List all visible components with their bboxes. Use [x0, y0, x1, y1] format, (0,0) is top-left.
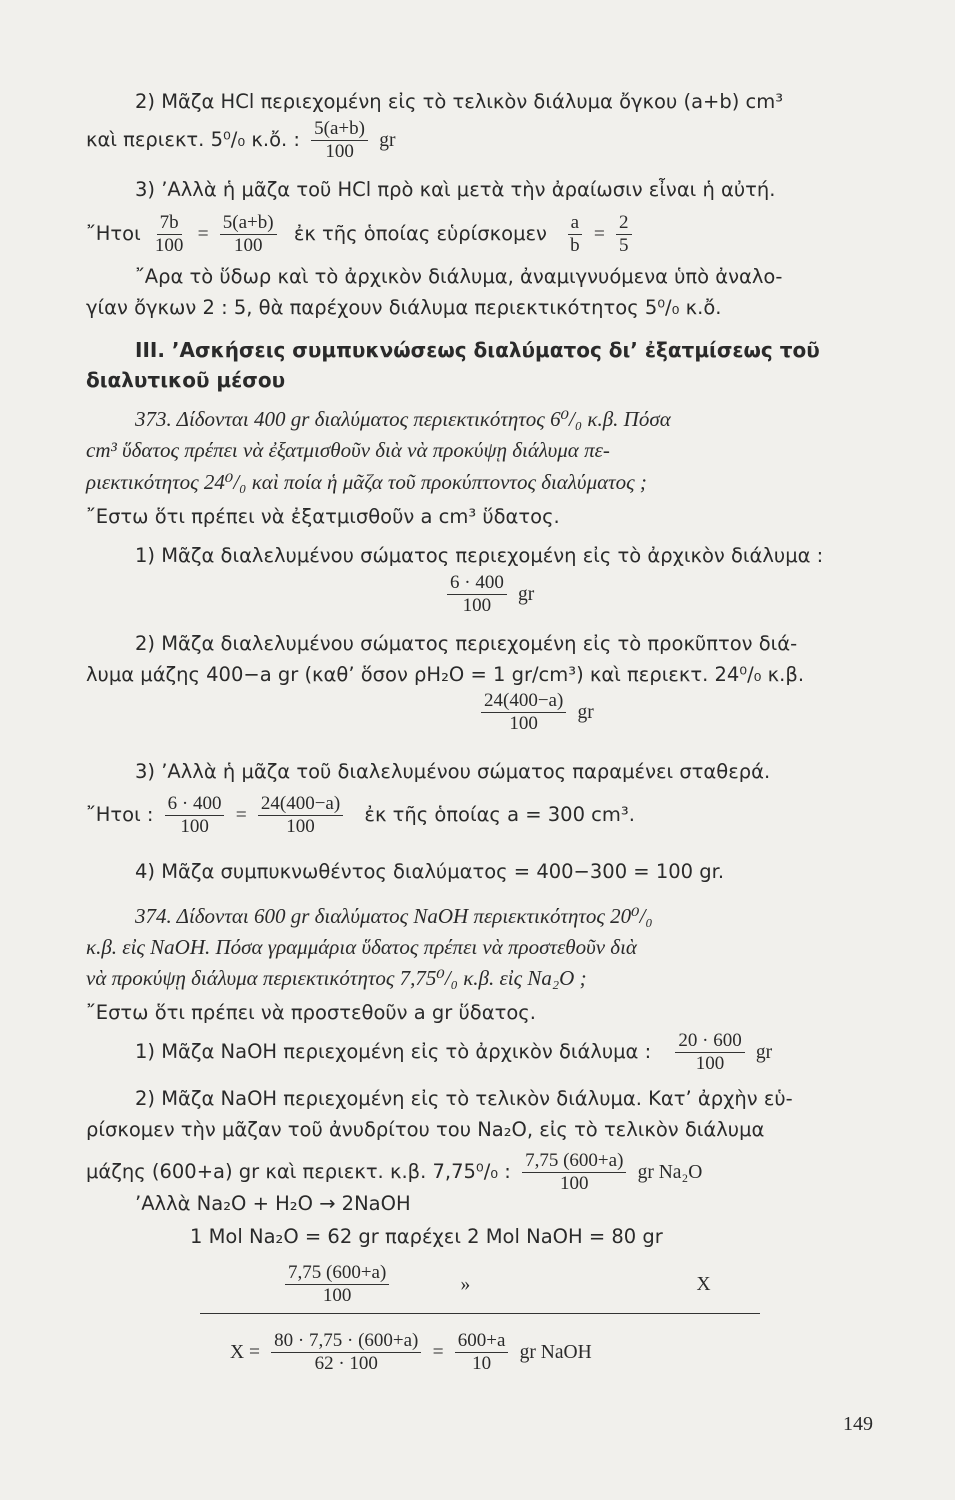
fraction: [311, 118, 368, 163]
equation-line: [0, 1330, 955, 1375]
fraction: [447, 572, 507, 617]
text-line: 3) ’Αλλὰ ἡ μᾶζα τοῦ διαλελυμένου σώματος παραμένει σταθερά.: [135, 760, 771, 783]
unit: gr: [518, 584, 535, 605]
numerator: 5(a+b): [220, 212, 277, 235]
text-line: 3) ’Αλλὰ ἡ μᾶζα τοῦ HCl πρὸ καὶ μετὰ τὴν ἀραίωσιν εἶναι ἡ αὐτή.: [135, 178, 776, 201]
fraction: [285, 1262, 389, 1307]
equation-line: [0, 793, 955, 838]
numerator: 6 · 400: [447, 572, 507, 595]
fraction-line: [0, 690, 955, 735]
text-line: λυμα μάζης 400−a gr (καθ’ ὅσον ρH₂O = 1 gr/cm³) καὶ περιεκτ. 24⁰/₀ κ.β.: [86, 663, 805, 686]
numerator: 24(400−a): [481, 690, 566, 713]
numerator: 5(a+b): [311, 118, 368, 141]
reaction-line: ’Αλλὰ Na₂O + H₂O → 2NaOH: [135, 1192, 411, 1215]
numerator: 6 · 400: [165, 793, 225, 816]
denominator: 100: [462, 595, 492, 616]
section-heading-cont: διαλυτικοῦ μέσου: [86, 368, 286, 392]
equals-sign: =: [593, 224, 605, 245]
numerator: 7,75 (600+a): [285, 1262, 389, 1285]
text-line-fraction: [0, 1030, 955, 1075]
fraction: [165, 793, 225, 838]
fraction: [481, 690, 566, 735]
text-line: 2) Μᾶζα διαλελυμένου σώματος περιεχομένη εἰς τὸ προκῦπτον διά-: [135, 632, 798, 655]
denominator: 100: [560, 1173, 589, 1194]
fraction: [616, 212, 632, 257]
equals-sign: =: [235, 805, 247, 826]
numerator: 80 · 7,75 · (600+a): [271, 1330, 421, 1353]
denominator: 100: [322, 1285, 352, 1306]
fraction: [258, 793, 343, 838]
text-line: ῎Αρα τὸ ὕδωρ καὶ τὸ ἀρχικὸν διάλυμα, ἀναμιγνυόμενα ὑπὸ ἀναλο-: [135, 265, 783, 288]
section-heading: III. ’Ασκήσεις συμπυκνώσεως διαλύματος δι’ ἐξατμίσεως τοῦ: [135, 338, 820, 362]
text-line: 4) Μᾶζα συμπυκνωθέντος διαλύματος = 400−300 = 100 gr.: [135, 860, 725, 883]
problem-text: κ.β. εἰς NaOH. Πόσα γραμμάρια ὕδατος πρέπει νὰ προστεθοῦν διὰ: [86, 935, 637, 959]
numerator: 7b: [157, 212, 182, 235]
denominator: 62 · 100: [314, 1353, 378, 1374]
numerator: 7,75 (600+a): [522, 1150, 626, 1173]
text-line: ρίσκομεν τὴν μᾶζαν τοῦ ἀνυδρίτου του Na₂O, εἰς τὸ τελικὸν διάλυμα: [86, 1118, 765, 1141]
text-line: ῎Εστω ὅτι πρέπει νὰ προστεθοῦν a gr ὕδατος.: [86, 1001, 536, 1024]
denominator: 100: [509, 713, 538, 734]
denominator: 100: [154, 235, 184, 256]
fraction: [152, 212, 187, 257]
text-line: 1) Μᾶζα διαλελυμένου σώματος περιεχομένη εἰς τὸ ἀρχικὸν διάλυμα :: [135, 544, 824, 567]
text-line: 2) Μᾶζα HCl περιεχομένη εἰς τὸ τελικὸν διάλυμα ὄγκου (a+b) cm³: [135, 90, 784, 113]
equals-sign: =: [432, 1342, 444, 1363]
denominator: 100: [325, 141, 354, 162]
text-line: 2) Μᾶζα NaOH περιεχομένη εἰς τὸ τελικὸν διάλυμα. Κατ’ ἀρχὴν εὑ-: [135, 1087, 793, 1110]
equation-line: [0, 212, 955, 257]
text-line: ῎Εστω ὅτι πρέπει νὰ ἐξατμισθοῦν a cm³ ὕδατος.: [86, 505, 560, 528]
text: ἐκ τῆς ὁποίας εὑρίσκομεν: [293, 222, 547, 245]
fraction: [455, 1330, 509, 1375]
numerator: 2: [616, 212, 632, 235]
unit: gr Na₂O: [637, 1162, 703, 1183]
equals-sign: =: [197, 224, 209, 245]
text-line: 1 Mol Na₂O = 62 gr παρέχει 2 Mol NaOH = 80 gr: [190, 1225, 663, 1248]
denominator: 10: [472, 1353, 492, 1374]
page-number: 149: [843, 1413, 873, 1435]
denominator: 100: [695, 1053, 725, 1074]
text: 1) Μᾶζα NaOH περιεχομένη εἰς τὸ ἀρχικὸν διάλυμα :: [135, 1040, 652, 1063]
unit: gr: [577, 702, 594, 723]
numerator: 20 · 600: [675, 1030, 744, 1053]
text: καὶ περιεκτ. 5⁰/₀ κ.ὄ. :: [86, 128, 300, 151]
text: ῎Ητοι: [86, 222, 141, 245]
fraction: [522, 1150, 626, 1195]
text: X =: [230, 1342, 260, 1363]
numerator: 600+a: [455, 1330, 509, 1353]
fraction: [675, 1030, 744, 1075]
text: μάζης (600+a) gr καὶ περιεκτ. κ.β. 7,75⁰/₀ :: [86, 1160, 511, 1183]
unit: gr: [379, 130, 396, 151]
numerator: a: [568, 212, 582, 235]
text: ἐκ τῆς ὁποίας a = 300 cm³.: [364, 803, 635, 826]
problem-text: ριεκτικότητος 24⁰/₀ καὶ ποία ἡ μᾶζα τοῦ προκύπτοντος διαλύματος ;: [86, 470, 647, 494]
unit: gr: [755, 1042, 773, 1063]
fraction: [220, 212, 277, 257]
unknown-x: X: [696, 1274, 711, 1295]
fraction-line: [0, 572, 955, 617]
denominator: b: [570, 235, 580, 256]
unit: gr NaOH: [519, 1342, 592, 1363]
ditto-mark: »: [460, 1274, 471, 1295]
proportion-line: [0, 1262, 955, 1307]
text: ῎Ητοι :: [86, 803, 154, 826]
denominator: 100: [286, 816, 315, 837]
problem-text: νὰ προκύψῃ διάλυμα περιεκτικότητος 7,75⁰/₀ κ.β. εἰς Na₂O ;: [86, 966, 587, 990]
denominator: 100: [180, 816, 209, 837]
denominator: 100: [233, 235, 263, 256]
text-line-fraction: [0, 1150, 955, 1195]
rule-line: [200, 1313, 760, 1314]
denominator: 5: [619, 235, 629, 256]
numerator: 24(400−a): [258, 793, 343, 816]
problem-text: 373. Δίδονται 400 gr διαλύματος περιεκτικότητος 6⁰/₀ κ.β. Πόσα: [135, 407, 671, 431]
problem-text: cm³ ὕδατος πρέπει νὰ ἐξατμισθοῦν διὰ νὰ προκύψῃ διάλυμα πε-: [86, 438, 610, 462]
text-line-fraction: [0, 118, 955, 163]
fraction: [271, 1330, 421, 1375]
problem-text: 374. Δίδονται 600 gr διαλύματος NaOH περιεκτικότητος 20⁰/₀: [135, 904, 653, 928]
text-line: γίαν ὄγκων 2 : 5, θὰ παρέχουν διάλυμα περιεκτικότητος 5⁰/₀ κ.ὄ.: [86, 296, 722, 319]
fraction: [567, 212, 583, 257]
